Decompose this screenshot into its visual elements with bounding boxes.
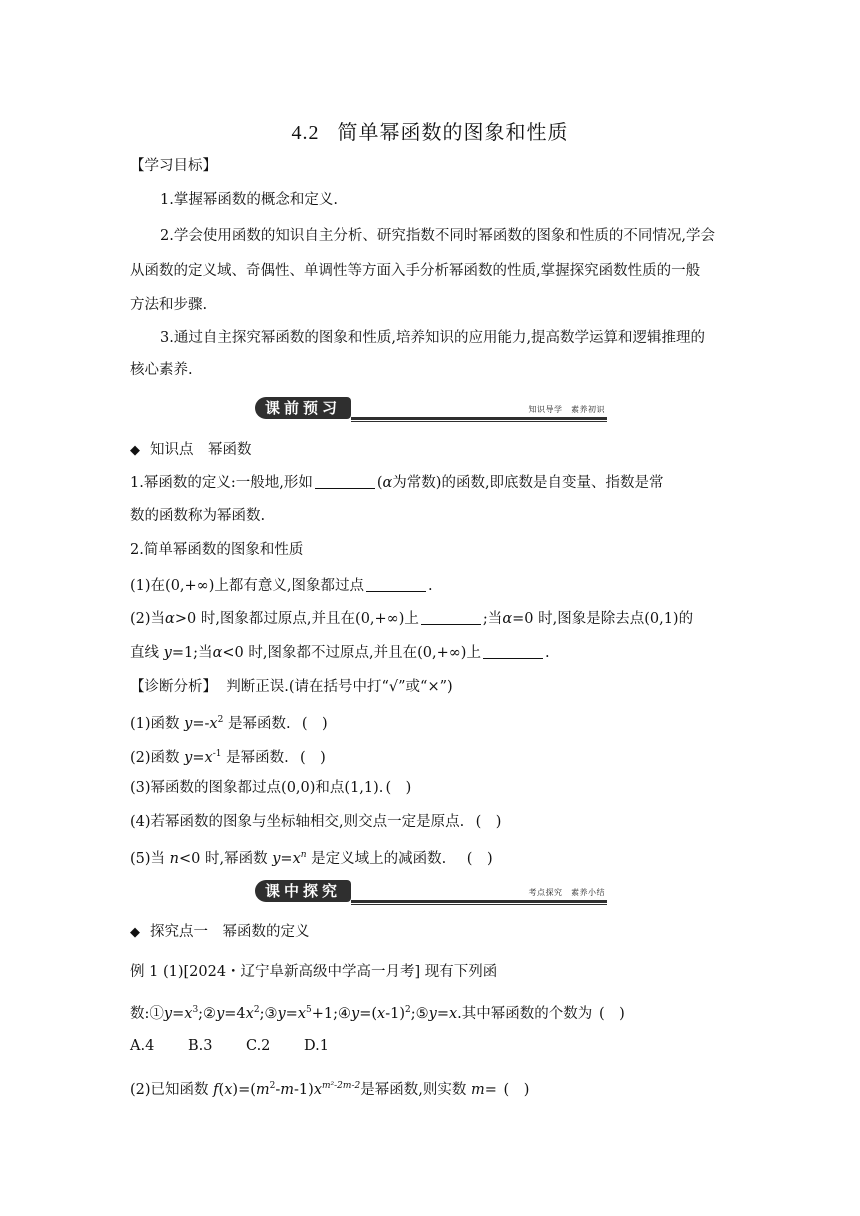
diamond-bullet-icon: ◆ bbox=[130, 925, 140, 940]
banner-rule-thin bbox=[351, 421, 607, 422]
fill-blank[interactable] bbox=[483, 644, 543, 659]
banner-explore bbox=[255, 880, 607, 908]
example-1-options bbox=[130, 1036, 362, 1056]
option-a[interactable]: A.4 bbox=[130, 1038, 155, 1054]
objective-3-line1: 3.通过自主探究幂函数的图象和性质,培养知识的应用能力,提高数学运算和逻辑推理的 bbox=[160, 330, 706, 346]
example-1-functions: 数$:①y=x^3;②y=4x^2;③y=x^5+1;④y=(x-1)^2;⑤y=x$.其中幂函数的个数为 ( ) bbox=[130, 1000, 627, 1024]
definition-line2: 数的函数称为幂函数. bbox=[130, 508, 266, 524]
fill-blank[interactable] bbox=[421, 610, 481, 625]
answer-paren[interactable]: ( ) bbox=[503, 1082, 530, 1098]
fill-blank[interactable] bbox=[366, 577, 426, 592]
banner-rule bbox=[351, 900, 607, 903]
explore-heading: ◆ 探究点一 幂函数的定义 bbox=[130, 922, 310, 943]
banner-preview-subtitle: 知识导学 素养初识 bbox=[528, 405, 605, 414]
diagnosis-q4: (4)若幂函数的图象与坐标轴相交,则交点一定是原点. ( ) bbox=[130, 812, 503, 832]
banner-explore-subtitle: 考点探究 素养小结 bbox=[528, 888, 605, 897]
banner-preview-label: 课前预习 bbox=[255, 397, 351, 419]
diagnosis-q2: (2)函数 $y=x^{-1}$ 是幂函数. ( ) bbox=[130, 744, 328, 768]
section-number: 4.2 bbox=[291, 122, 320, 144]
objective-1: 1.掌握幂函数的概念和定义. bbox=[160, 192, 338, 208]
definition-line1: 1.幂函数的定义:一般地,形如 (α为常数)的函数,即底数是自变量、指数是常 bbox=[130, 475, 664, 491]
option-b[interactable]: B.3 bbox=[188, 1038, 213, 1054]
answer-paren[interactable]: ( ) bbox=[466, 851, 493, 867]
page-title bbox=[0, 116, 860, 145]
answer-paren[interactable]: ( ) bbox=[301, 716, 328, 732]
diagnosis-q5: (5)当 n<0 时,幂函数 $y=x^n$ 是定义域上的减函数. ( ) bbox=[130, 845, 495, 869]
properties-title: 2.简单幂函数的图象和性质 bbox=[130, 542, 304, 558]
diagnosis-q1: (1)函数 $y=-x^2$ 是幂函数. ( ) bbox=[130, 710, 330, 734]
diagnosis-q3: (3)幂函数的图象都过点(0,0)和点(1,1). ( ) bbox=[130, 778, 413, 798]
banner-rule bbox=[351, 417, 607, 420]
option-c[interactable]: C.2 bbox=[246, 1038, 271, 1054]
fill-blank[interactable] bbox=[315, 474, 375, 489]
example-1-part2: (2)已知函数 $f(x)=(m^2-m-1)x^{m^2-2m-2}$是幂函数,则实数 m= ( ) bbox=[130, 1076, 531, 1100]
property-1: (1)在(0,+∞)上都有意义,图象都过点 . bbox=[130, 578, 433, 594]
knowledge-heading: ◆ 知识点 幂函数 bbox=[130, 440, 252, 461]
answer-paren[interactable]: ( ) bbox=[300, 750, 326, 766]
answer-paren[interactable]: ( ) bbox=[598, 1006, 625, 1022]
diagnosis-heading: 【诊断分析】 判断正误.(请在括号中打“√”或“×”) bbox=[130, 679, 453, 695]
objective-2-line2: 从函数的定义域、奇偶性、单调性等方面入手分析幂函数的性质,掌握探究函数性质的一般 bbox=[130, 263, 701, 279]
answer-paren[interactable]: ( ) bbox=[385, 780, 412, 796]
objective-2-line3: 方法和步骤. bbox=[130, 297, 208, 313]
objective-2-line1: 2.学会使用函数的知识自主分析、研究指数不同时幂函数的图象和性质的不同情况,学会 bbox=[160, 228, 715, 244]
banner-rule-thin bbox=[351, 904, 607, 905]
banner-preview bbox=[255, 397, 607, 425]
property-3: 直线 y=1;当α<0 时,图象都不过原点,并且在(0,+∞)上 . bbox=[130, 645, 550, 661]
example-1-intro: 例 1 (1)[2024・辽宁阜新高级中学高一月考] 现有下列函 bbox=[130, 964, 498, 980]
objectives-heading: 【学习目标】 bbox=[130, 158, 217, 174]
section-title: 简单幂函数的图象和性质 bbox=[337, 120, 569, 144]
diamond-bullet-icon: ◆ bbox=[130, 443, 140, 458]
objective-3-line2: 核心素养. bbox=[130, 362, 193, 378]
banner-explore-label: 课中探究 bbox=[255, 880, 351, 902]
option-d[interactable]: D.1 bbox=[304, 1038, 329, 1054]
property-2: (2)当α>0 时,图象都过原点,并且在(0,+∞)上 ;当α=0 时,图象是除去点(0,1)的 bbox=[130, 611, 694, 627]
answer-paren[interactable]: ( ) bbox=[475, 814, 502, 830]
